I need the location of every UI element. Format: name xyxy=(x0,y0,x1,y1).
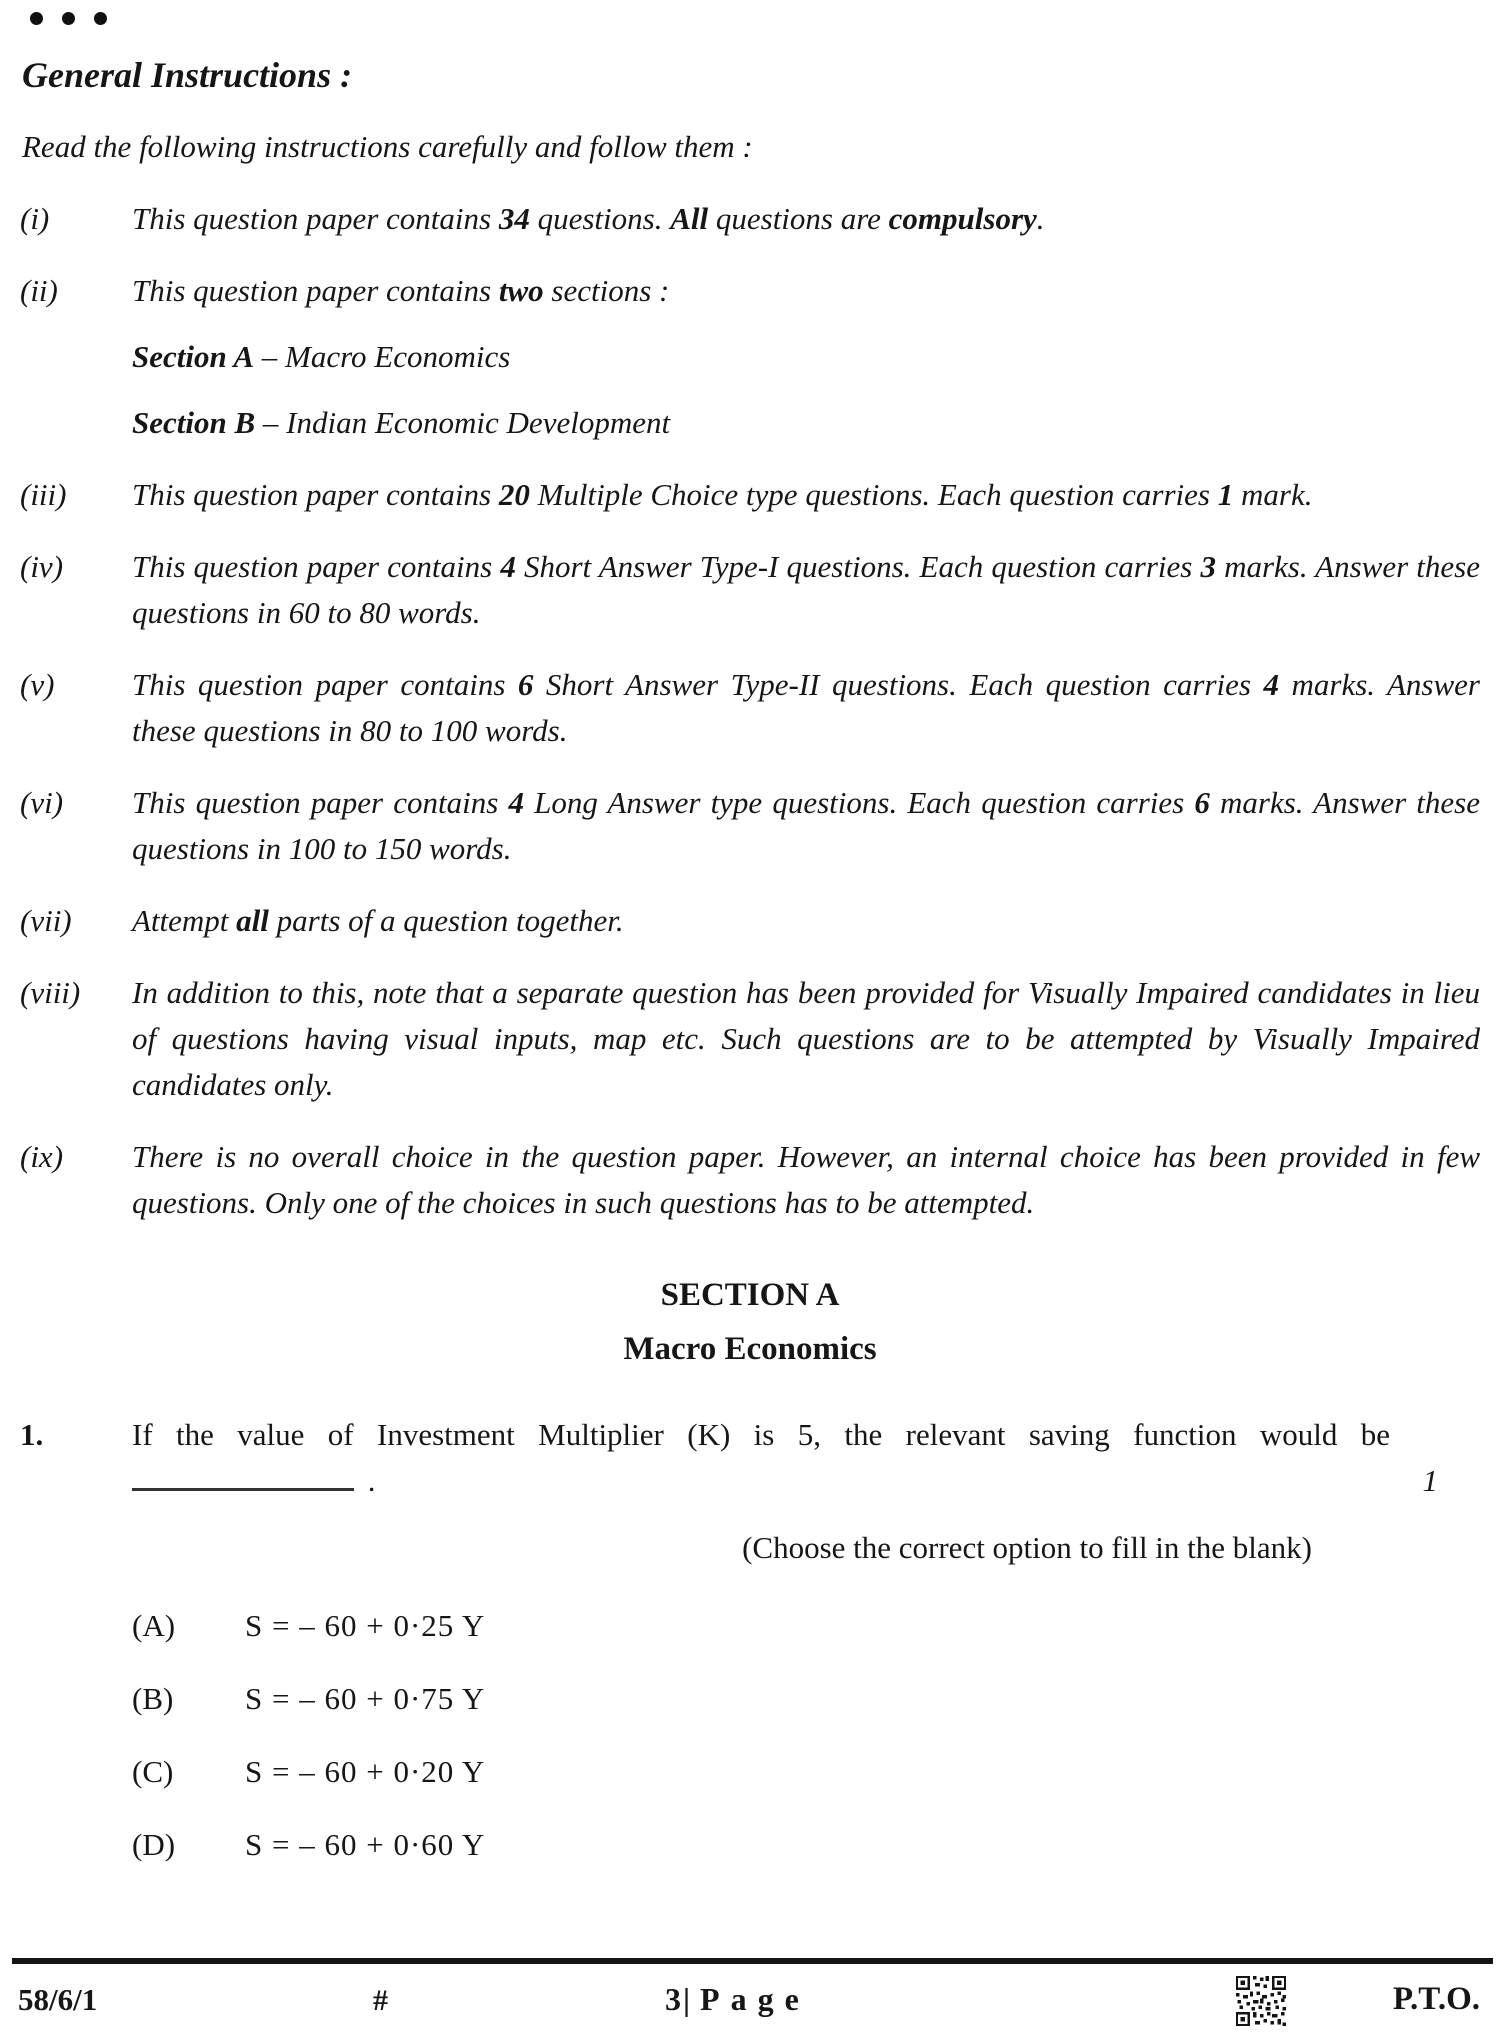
dot-icon xyxy=(62,12,75,25)
option-text: S = – 60 + 0·60 Y xyxy=(245,1827,486,1862)
answer-blank xyxy=(132,1462,354,1491)
section-b-line: Section B – Indian Economic Development xyxy=(132,405,671,440)
instructions-intro: Read the following instructions carefully and follow them : xyxy=(22,129,753,164)
hash-mark: # xyxy=(373,1984,388,2017)
page-number: 3 xyxy=(665,1981,681,2017)
instruction-text: This question paper contains 4 Long Answer type questions. Each question carries 6 marks. Answer these questions in 100 to 150 words. xyxy=(132,785,1480,866)
instruction-item-vii xyxy=(20,898,1480,944)
section-subheading: Macro Economics xyxy=(623,1331,877,1367)
instruction-number: (iii) xyxy=(20,477,67,512)
general-instructions-title: General Instructions : xyxy=(22,55,353,95)
instruction-text: This question paper contains 20 Multiple Choice type questions. Each question carries 1 mark. xyxy=(132,477,1313,512)
section-a-line: Section A – Macro Economics xyxy=(132,339,511,374)
instruction-item-i xyxy=(20,196,1480,242)
dot-icon xyxy=(94,12,107,25)
question-text-before: If the value of Investment Multiplier (K) is 5, the relevant saving function would be xyxy=(132,1417,1390,1452)
instruction-number: (vi) xyxy=(20,785,64,820)
option-c xyxy=(132,1752,1480,1792)
option-text: S = – 60 + 0·25 Y xyxy=(245,1608,486,1643)
option-d xyxy=(132,1825,1480,1865)
option-text: S = – 60 + 0·75 Y xyxy=(245,1681,486,1716)
question-1 xyxy=(20,1412,1480,1504)
instruction-number: (ix) xyxy=(20,1139,64,1174)
instruction-item-ix xyxy=(20,1134,1480,1226)
pto-label: P.T.O. xyxy=(1392,1981,1480,2017)
page-word: Page xyxy=(700,1981,810,2017)
section-heading: SECTION A xyxy=(660,1277,840,1313)
question-text-after: . xyxy=(354,1463,376,1498)
option-label: (B) xyxy=(132,1681,174,1716)
instruction-number: (vii) xyxy=(20,903,72,938)
page-footer xyxy=(0,1964,1505,2034)
instruction-number: (ii) xyxy=(20,273,58,308)
instruction-text: This question paper contains 6 Short Answer Type-II questions. Each question carries 4 marks. Answer these questions in 80 to 100 words. xyxy=(132,667,1480,748)
instruction-text: There is no overall choice in the question paper. However, an internal choice has been provided in few questions. Only one of the choices in such questions has to be attempted. xyxy=(132,1139,1480,1220)
instruction-item-vi xyxy=(20,780,1480,872)
option-a xyxy=(132,1606,1480,1646)
instruction-item-iii xyxy=(20,472,1480,518)
instruction-number: (viii) xyxy=(20,975,81,1010)
option-b xyxy=(132,1679,1480,1719)
option-label: (D) xyxy=(132,1827,176,1862)
instruction-number: (iv) xyxy=(20,549,64,584)
instruction-item-iv xyxy=(20,544,1480,636)
instruction-text: Attempt all parts of a question together. xyxy=(132,903,624,938)
question-number: 1. xyxy=(20,1417,44,1452)
page-separator: | xyxy=(683,1981,691,2017)
paper-code: 58/6/1 xyxy=(18,1982,98,2017)
question-text xyxy=(132,1412,1390,1504)
instruction-text: This question paper contains two sections : xyxy=(132,273,670,308)
option-label: (C) xyxy=(132,1754,174,1789)
instruction-text: In addition to this, note that a separate question has been provided for Visually Impaired candidates in lieu of questions having visual inputs, map etc. Such questions are to be attempted by Visually Impaired candidates only. xyxy=(132,975,1480,1102)
qr-code-icon xyxy=(1236,1976,1286,2026)
instruction-item-ii xyxy=(20,268,1480,314)
option-label: (A) xyxy=(132,1608,176,1643)
option-text: S = – 60 + 0·20 Y xyxy=(245,1754,486,1789)
instruction-text: This question paper contains 4 Short Answer Type-I questions. Each question carries 3 marks. Answer these questions in 60 to 80 words. xyxy=(132,549,1480,630)
dot-icon xyxy=(30,12,43,25)
instruction-number: (v) xyxy=(20,667,55,702)
instruction-item-v xyxy=(20,662,1480,754)
question-marks: 1 xyxy=(1422,1463,1438,1498)
choice-hint: (Choose the correct option to fill in the blank) xyxy=(742,1530,1312,1565)
instruction-item-viii xyxy=(20,970,1480,1108)
page-label xyxy=(665,1981,810,2018)
instruction-text: This question paper contains 34 questions. All questions are compulsory. xyxy=(132,201,1045,236)
three-dots-icon xyxy=(30,12,1480,26)
instruction-number: (i) xyxy=(20,201,50,236)
